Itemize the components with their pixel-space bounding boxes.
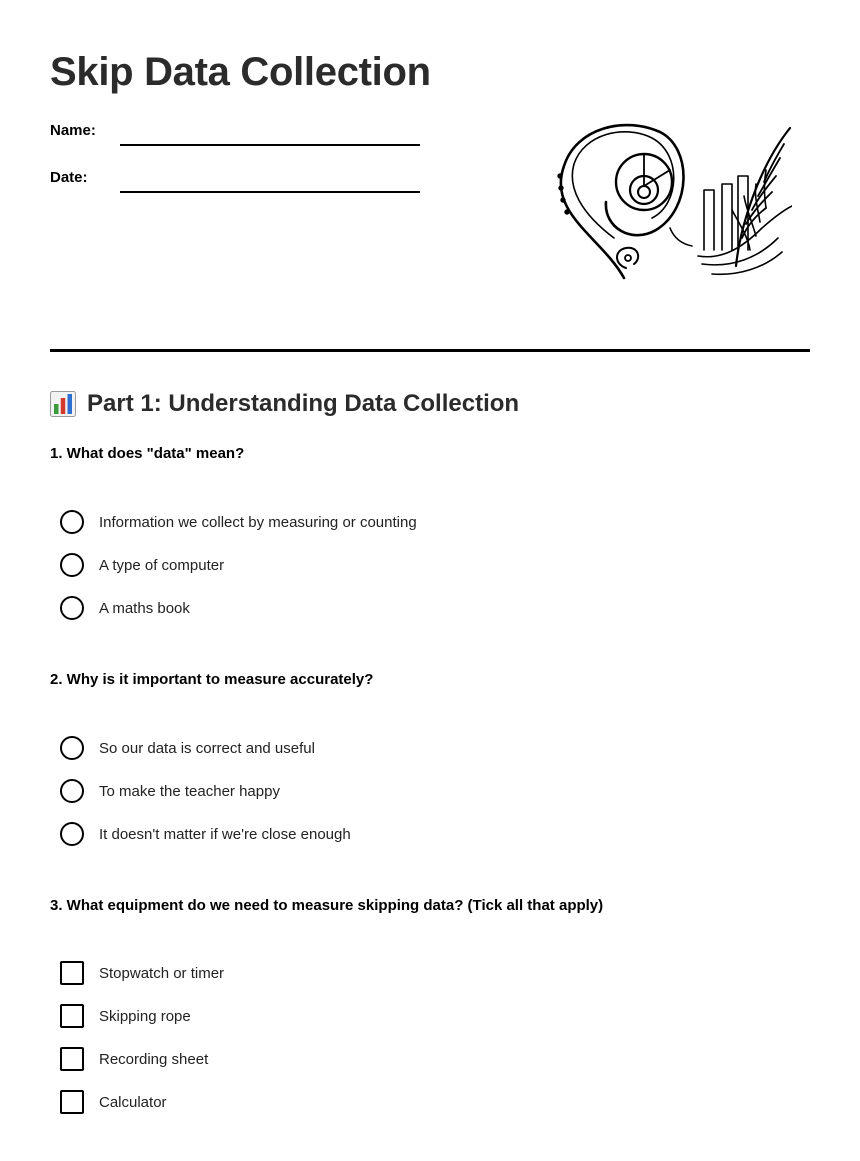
name-label: Name: — [50, 122, 96, 139]
question-1: 1. What does "data" mean? — [50, 445, 245, 462]
section-1-heading — [50, 388, 519, 420]
date-label: Date: — [50, 169, 88, 186]
option-label: It doesn't matter if we're close enough — [99, 825, 351, 843]
q3-option-1[interactable] — [60, 960, 224, 986]
name-input-line[interactable] — [120, 144, 420, 146]
option-label: A maths book — [99, 599, 190, 617]
checkbox[interactable] — [60, 1047, 84, 1071]
option-label: Information we collect by measuring or counting — [99, 513, 417, 531]
checkbox[interactable] — [60, 961, 84, 985]
option-label: Stopwatch or timer — [99, 964, 225, 982]
option-label: To make the teacher happy — [99, 782, 280, 800]
option-label: So our data is correct and useful — [99, 739, 315, 757]
bar-chart-icon — [50, 391, 76, 417]
radio-button[interactable] — [60, 553, 84, 577]
q3-option-2[interactable] — [60, 1003, 191, 1029]
option-label: A type of computer — [99, 556, 225, 574]
q3-option-3[interactable] — [60, 1046, 208, 1072]
q2-option-1[interactable] — [60, 735, 315, 761]
q1-option-2[interactable] — [60, 552, 224, 578]
option-label: Recording sheet — [99, 1050, 209, 1068]
page-title: Skip Data Collection — [50, 50, 431, 94]
question-2: 2. Why is it important to measure accurately? — [50, 671, 374, 688]
q1-option-1[interactable] — [60, 509, 417, 535]
radio-button[interactable] — [60, 596, 84, 620]
radio-button[interactable] — [60, 510, 84, 534]
name-field — [50, 122, 430, 152]
koru-fern-chart-logo — [552, 118, 792, 288]
date-input-line[interactable] — [120, 191, 420, 193]
q3-option-4[interactable] — [60, 1089, 167, 1115]
q1-option-3[interactable] — [60, 595, 190, 621]
radio-button[interactable] — [60, 779, 84, 803]
question-3: 3. What equipment do we need to measure skipping data? (Tick all that apply) — [50, 897, 604, 914]
radio-button[interactable] — [60, 822, 84, 846]
q2-option-3[interactable] — [60, 821, 351, 847]
option-label: Calculator — [99, 1093, 167, 1111]
checkbox[interactable] — [60, 1090, 84, 1114]
option-label: Skipping rope — [99, 1007, 191, 1025]
section-1-title: Part 1: Understanding Data Collection — [87, 390, 520, 417]
q2-option-2[interactable] — [60, 778, 280, 804]
radio-button[interactable] — [60, 736, 84, 760]
section-divider — [50, 349, 810, 352]
checkbox[interactable] — [60, 1004, 84, 1028]
date-field — [50, 169, 430, 199]
